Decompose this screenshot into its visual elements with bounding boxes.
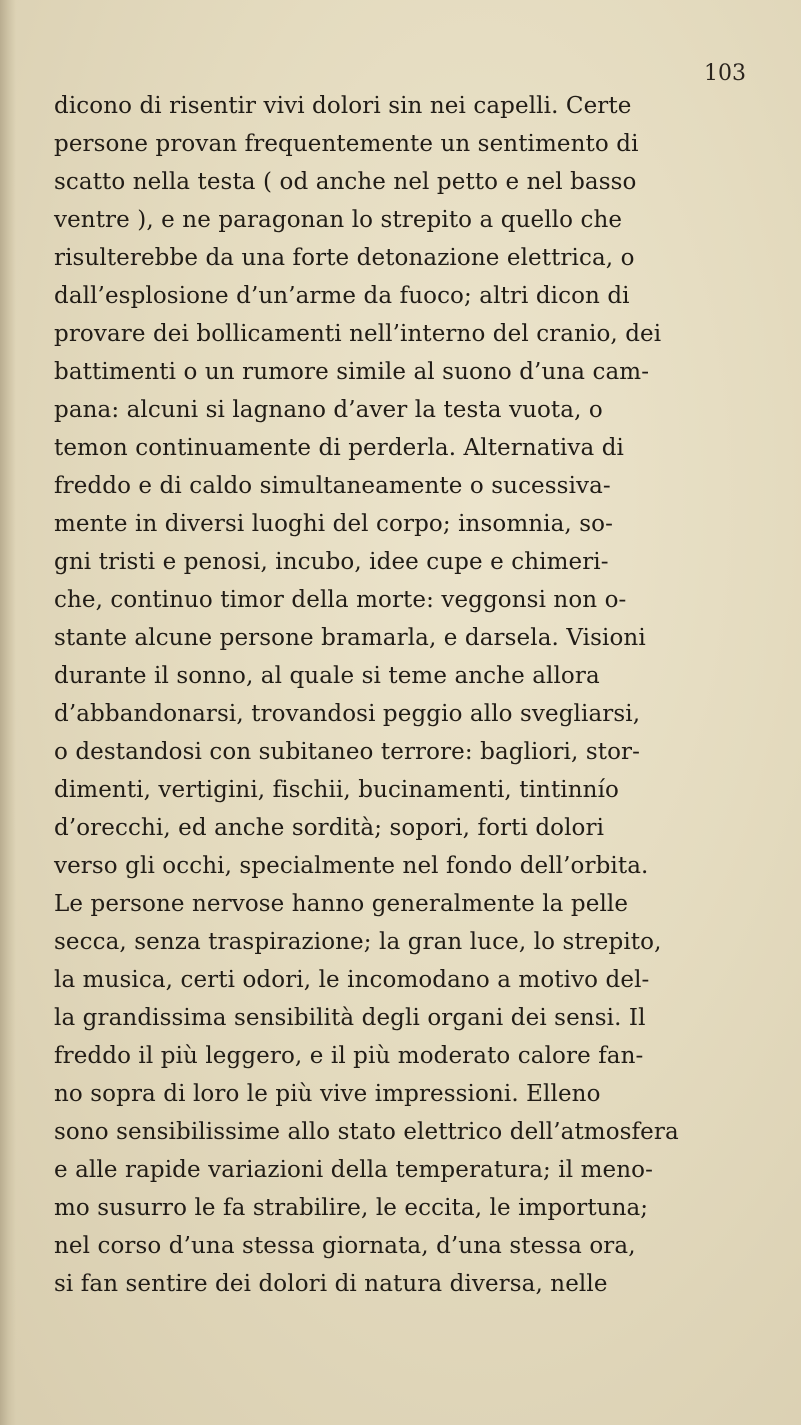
page-number: 103 [704,61,746,86]
text-line: ventre ), e ne paragonan lo strepito a quello che [54,207,623,233]
text-line: d’abbandonarsi, trovandosi peggio allo svegliarsi, [54,701,641,727]
text-line: scatto nella testa ( od anche nel petto e nel basso [54,169,637,195]
text-line: e alle rapide variazioni della temperatura; il meno- [54,1157,653,1183]
text-line: secca, senza traspirazione; la gran luce, lo strepito, [54,929,662,955]
text-line: freddo il più leggero, e il più moderato calore fan- [54,1043,644,1069]
text-line: sono sensibilissime allo stato elettrico dell’atmosfera [54,1119,679,1145]
text-line: durante il sonno, al quale si teme anche allora [54,663,600,689]
page-gutter-shadow [0,0,16,1425]
text-line: nel corso d’una stessa giornata, d’una stessa ora, [54,1233,636,1259]
text-line: la grandissima sensibilità degli organi dei sensi. Il [54,1005,646,1031]
text-line: freddo e di caldo simultaneamente o sucessiva- [54,473,611,499]
text-line: pana: alcuni si lagnano d’aver la testa vuota, o [54,397,603,423]
text-line: provare dei bollicamenti nell’interno del cranio, dei [54,321,662,347]
text-line: si fan sentire dei dolori di natura diversa, nelle [54,1271,608,1297]
text-line: dimenti, vertigini, fischii, bucinamenti, tintinnío [54,777,619,803]
text-line: o destandosi con subitaneo terrore: bagliori, stor- [54,739,640,765]
text-line: battimenti o un rumore simile al suono d’una cam- [54,359,650,385]
text-line: gni tristi e penosi, incubo, idee cupe e chimeri- [54,549,609,575]
text-line: stante alcune persone bramarla, e darsela. Visioni [54,625,646,651]
text-line: no sopra di loro le più vive impressioni. Elleno [54,1081,601,1107]
text-line: che, continuo timor della morte: veggonsi non o- [54,587,627,613]
text-line: persone provan frequentemente un sentimento di [54,131,639,157]
text-line: verso gli occhi, specialmente nel fondo dell’orbita. [54,853,649,879]
text-line: dicono di risentir vivi dolori sin nei capelli. Certe [54,93,632,119]
text-line: risulterebbe da una forte detonazione elettrica, o [54,245,635,271]
text-line: la musica, certi odori, le incomodano a motivo del- [54,967,650,993]
text-line: mente in diversi luoghi del corpo; insomnia, so- [54,511,613,537]
text-line: Le persone nervose hanno generalmente la pelle [54,891,629,917]
text-line: dall’esplosione d’un’arme da fuoco; altri dicon di [54,283,630,309]
body-text [54,87,764,1303]
text-line: temon continuamente di perderla. Alternativa di [54,435,624,461]
text-line: d’orecchi, ed anche sordità; sopori, forti dolori [54,815,605,841]
text-line: mo susurro le fa strabilire, le eccita, le importuna; [54,1195,649,1221]
